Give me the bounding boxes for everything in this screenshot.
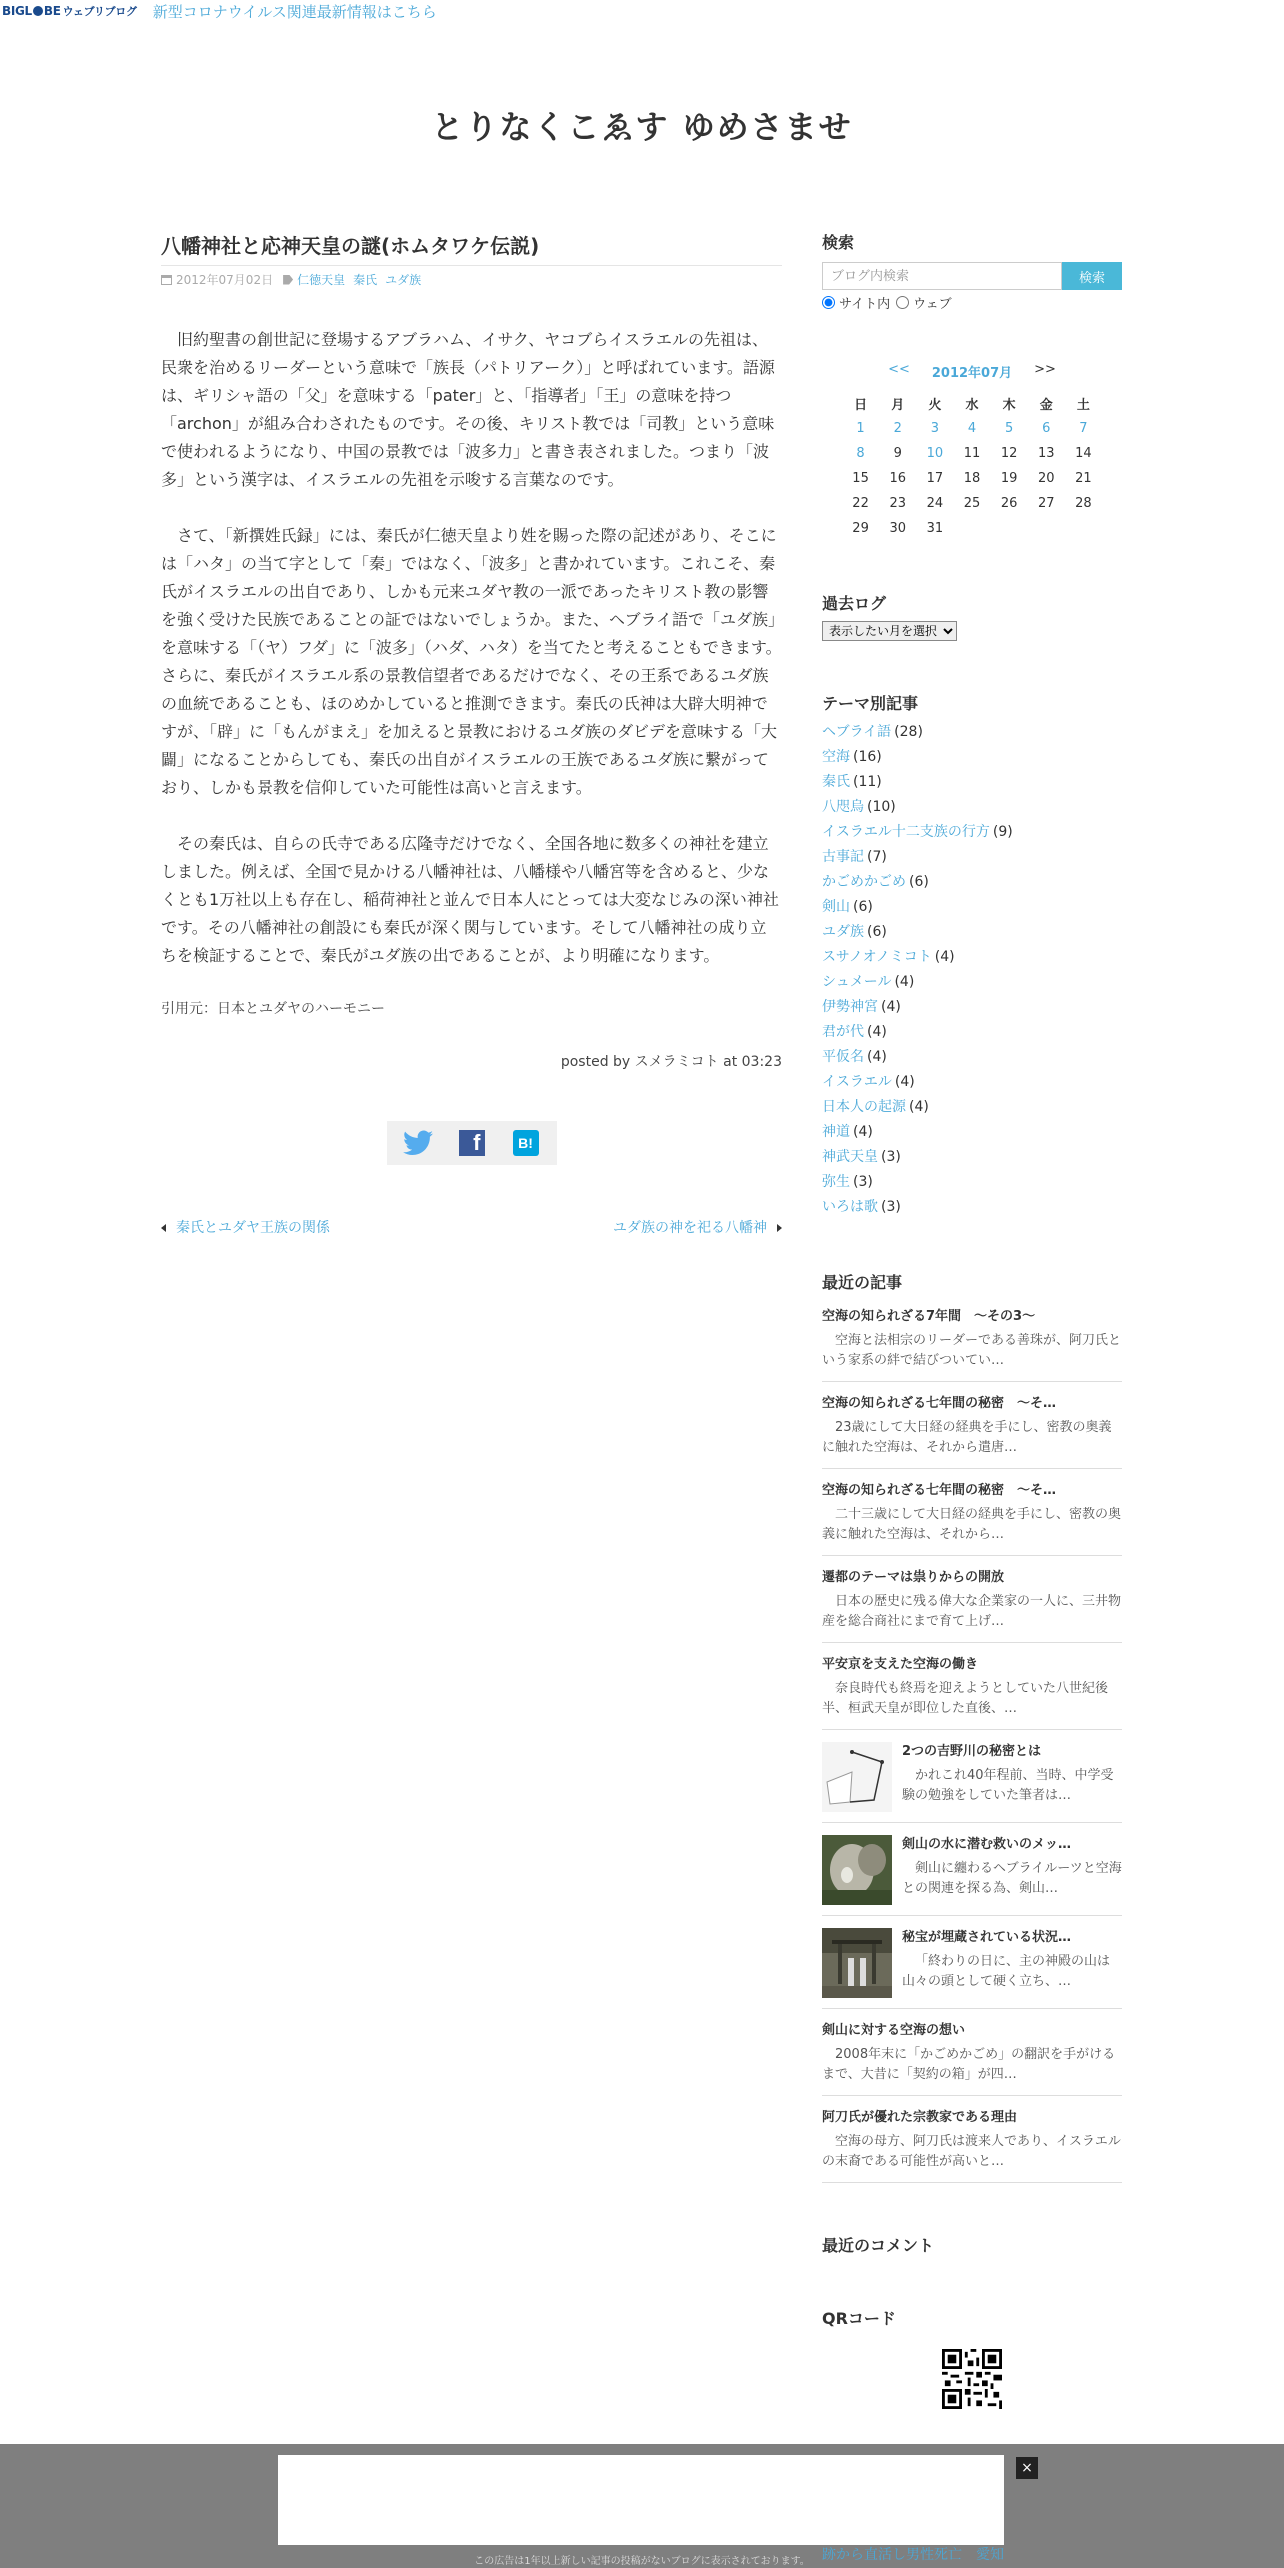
theme-item: [822, 1045, 1122, 1070]
post-pager: [161, 1217, 782, 1237]
recent-article-title[interactable]: 平安京を支えた空海の働き: [822, 1657, 979, 1672]
calendar-day[interactable]: 8: [856, 446, 865, 461]
theme-list: [822, 720, 1122, 1220]
search-input[interactable]: [822, 262, 1062, 290]
posted-time: at 03:23: [723, 1054, 782, 1070]
calendar-weekday: 月: [891, 398, 905, 413]
recent-article-title[interactable]: 空海の知られざる7年間 ～その3～: [822, 1309, 1036, 1324]
recent-article-title[interactable]: 2つの吉野川の秘密とは: [902, 1744, 1042, 1759]
calendar-day: [1028, 516, 1065, 541]
theme-count: (4): [909, 1099, 929, 1115]
calendar-day[interactable]: 1: [856, 421, 865, 436]
arrow-left-icon: [161, 1224, 166, 1232]
calendar: [822, 362, 1122, 541]
rock-thumbnail-icon[interactable]: [822, 1835, 892, 1905]
recent-article-excerpt: 空海と法相宗のリーダーである善珠が、阿刀氏という家系の絆で結びついてい…: [822, 1333, 1122, 1368]
calendar-weekday: 水: [965, 398, 979, 413]
theme-item: [822, 945, 1122, 970]
calendar-weekday: 日: [854, 398, 868, 413]
theme-link[interactable]: いろは歌: [822, 1199, 878, 1215]
recent-list: [822, 1307, 1122, 2183]
recent-article-excerpt: 空海の母方、阿刀氏は渡来人であり、イスラエルの末裔である可能性が高いと…: [822, 2134, 1121, 2169]
theme-count: (4): [867, 1024, 887, 1040]
theme-item: [822, 795, 1122, 820]
archive-select[interactable]: [822, 621, 957, 641]
recent-article[interactable]: [822, 1823, 1122, 1916]
calendar-next-link[interactable]: >>: [1034, 362, 1056, 377]
theme-link[interactable]: イスラエル: [822, 1074, 892, 1090]
recent-article[interactable]: [822, 2096, 1122, 2183]
recent-article[interactable]: [822, 1643, 1122, 1730]
biglobe-logo[interactable]: BIGL BE ウェブリブログ: [2, 4, 137, 18]
post-paragraph: さて、「新撰姓氏録」には、秦氏が仁徳天皇より姓を賜った際の記述があり、そこには「ハタ」の当て字として「秦」ではなく、「波多」と書かれています。これこそ、秦氏がイスラエルの出自であり、しかも元来ユダヤ教の一派であったキリスト教の影響を強く受けた民族であることの証ではないでしょうか。また、ヘブライ語で「ユダ族」を意味する「（ヤ）フダ」に「波多」（ハダ、ハタ）を当てたと考えることもできます。さらに、秦氏がイスラエル系の景教信望者であるだけでなく、その王系であるユダ族の血統であることも、ほのめかしていると推測できます。秦氏の氏神は大辟大明神ですが、「辟」に「もんがまえ」を加えると景教におけるユダ族のダビデを意味する「大闢」になることからしても、秦氏の出自がイスラエルの王族であるユダ族に繋がっており、しかも景教を信仰していた可能性は高いと言えます。: [161, 526, 782, 797]
blog-title[interactable]: とりなくこゑす ゆめさませ: [431, 108, 853, 146]
theme-count: (4): [867, 1049, 887, 1065]
author-name: スメラミコト: [634, 1054, 719, 1070]
calendar-day: 12: [1000, 446, 1018, 461]
ad-note: この広告は1年以上新しい記事の投稿がないブログに表示されております。: [474, 2556, 810, 2567]
post-paragraph: その秦氏は、自らの氏寺である広隆寺だけでなく、全国各地に数多くの神社を建立しました。例えば、全国で見かける八幡神社は、八幡様や八幡宮等を含めると、少なくとも1万社以上も存在し、稲荷神社と並んで日本人にとっては大変なじみの深い神社です。その八幡神社の創設にも秦氏が深く関与しています。そして八幡神社の成り立ちを検証することで、秦氏がユダ族の出であることが、より明確になります。: [161, 834, 779, 965]
calendar-day: 20: [1038, 471, 1055, 486]
recent-heading: 最近の記事: [822, 1273, 903, 1292]
theme-count: (3): [853, 1174, 873, 1190]
theme-count: (4): [934, 949, 955, 965]
share-buttons: [161, 1121, 782, 1165]
calendar-day: 26: [1000, 496, 1018, 511]
theme-item: [822, 1120, 1122, 1145]
recent-article[interactable]: [822, 1916, 1122, 2009]
theme-item: [822, 1070, 1122, 1095]
tag-link[interactable]: 秦氏: [353, 273, 378, 287]
recent-article-excerpt: 奈良時代も終焉を迎えようとしていた八世紀後半、桓武天皇が即位した直後、…: [822, 1681, 1109, 1716]
calendar-day: [953, 516, 990, 541]
search-button[interactable]: 検索: [1062, 262, 1122, 290]
facebook-share-button[interactable]: [447, 1125, 497, 1161]
sidebar: [822, 230, 1122, 2482]
recent-article-excerpt: かれこれ40年程前、当時、中学受験の勉強をしていた筆者は…: [902, 1768, 1114, 1803]
theme-item: [822, 970, 1122, 995]
recent-section: [822, 1270, 1122, 2183]
post-body: [161, 326, 782, 970]
theme-link[interactable]: かごめかごめ: [822, 874, 906, 890]
next-post-link[interactable]: ユダ族の神を祀る八幡神: [613, 1217, 782, 1237]
recent-article-excerpt: 「終わりの日に、主の神殿の山は山々の頭として硬く立ち、…: [902, 1954, 1111, 1989]
theme-count: (4): [881, 999, 901, 1015]
theme-link[interactable]: シュメール: [822, 974, 892, 990]
facebook-icon: f: [459, 1130, 485, 1156]
recent-article-excerpt: 剣山に纏わるヘブライルーツと空海との関連を探る為、剣山…: [902, 1861, 1122, 1896]
theme-item: [822, 820, 1122, 845]
theme-section: [822, 691, 1122, 1220]
theme-count: (3): [881, 1149, 901, 1165]
theme-link[interactable]: スサノオノミコト: [822, 949, 932, 965]
post-date: 2012年07月02日: [176, 273, 274, 287]
theme-item: [822, 745, 1122, 770]
hatena-icon: B!: [513, 1130, 539, 1156]
post-meta: [161, 271, 782, 288]
hatena-bookmark-button[interactable]: [501, 1125, 551, 1161]
citation: 引用元：日本とユダヤのハーモニー: [161, 1001, 385, 1017]
theme-link[interactable]: 君が代: [822, 1024, 864, 1040]
ad-overlay: [0, 2444, 1284, 2568]
theme-link[interactable]: 平仮名: [822, 1049, 864, 1065]
calendar-day[interactable]: 7: [1079, 421, 1088, 436]
theme-link[interactable]: 空海: [822, 749, 850, 765]
calendar-day: 16: [889, 471, 906, 486]
theme-link[interactable]: 伊勢神宮: [822, 999, 878, 1015]
theme-count: (4): [894, 1074, 915, 1090]
theme-heading: テーマ別記事: [822, 694, 919, 713]
comments-heading: 最近のコメント: [822, 2236, 935, 2255]
ad-banner[interactable]: [278, 2455, 1004, 2545]
theme-link[interactable]: ユダ族: [822, 924, 864, 940]
post-tags: [297, 271, 429, 288]
calendar-weekday: 金: [1039, 398, 1053, 413]
search-scope: サイト内 ウェブ: [822, 293, 1122, 312]
search-scope-site-radio[interactable]: [822, 296, 835, 309]
theme-count: (6): [853, 899, 873, 915]
theme-count: (6): [867, 924, 887, 940]
theme-count: (28): [894, 724, 923, 740]
recent-article-excerpt: 2008年末に「かごめかごめ」の翻訳を手がけるまで、大昔に「契約の箱」が四…: [822, 2047, 1116, 2082]
tag-link[interactable]: 仁徳天皇: [297, 273, 346, 287]
theme-item: [822, 720, 1122, 745]
theme-count: (16): [853, 749, 882, 765]
theme-count: (11): [853, 774, 882, 790]
recent-article-title[interactable]: 空海の知られざる七年間の秘密 ～そ…: [822, 1396, 1057, 1411]
calendar-day[interactable]: 6: [1042, 421, 1051, 436]
theme-item: [822, 770, 1122, 795]
theme-item: [822, 845, 1122, 870]
calendar-day: 27: [1038, 496, 1055, 511]
qr-section: [822, 2306, 1122, 2413]
calendar-day: 29: [852, 521, 869, 536]
calendar-day: 21: [1075, 471, 1092, 486]
theme-link[interactable]: 日本人の起源: [822, 1099, 906, 1115]
recent-article-title[interactable]: 秘宝が埋蔵されている状況…: [902, 1930, 1072, 1945]
calendar-day[interactable]: 4: [967, 421, 977, 436]
post-title: 八幡神社と応神天皇の謎(ホムタワケ伝説): [161, 230, 782, 266]
post-paragraph: 旧約聖書の創世記に登場するアブラハム、イサク、ヤコブらイスラエルの先祖は、民衆を治めるリーダーという意味で「族長（パトリアーク）」と呼ばれています。語源は、ギリシャ語の「父」を意味する「pater」と、「指導者」「王」の意味を持つ「archon」が組み合わされたものです。その後、キリスト教では「司教」という意味で使われるようになり、中国の景教では「波多力」と書き表されました。つまり「波多」という漢字は、イスラエルの先祖を示唆する言葉なのです。: [161, 330, 775, 489]
theme-count: (4): [853, 1124, 873, 1140]
calendar-prev-link[interactable]: <<: [888, 362, 910, 377]
recent-article[interactable]: [822, 1556, 1122, 1643]
recent-article[interactable]: [822, 1382, 1122, 1469]
calendar-day[interactable]: 10: [926, 446, 944, 461]
theme-item: [822, 920, 1122, 945]
calendar-weekday: 木: [1002, 398, 1016, 413]
theme-item: [822, 1145, 1122, 1170]
recent-article-excerpt: 23歳にして大日経の経典を手にし、密教の奥義に触れた空海は、それから遣唐…: [822, 1420, 1112, 1455]
archive-heading: 過去ログ: [822, 594, 887, 613]
recent-article-title[interactable]: 剣山の水に潜む救いのメッ…: [902, 1837, 1072, 1852]
arrow-right-icon: [777, 1224, 782, 1232]
theme-item: [822, 995, 1122, 1020]
twitter-icon: [403, 1130, 433, 1156]
map-thumbnail-icon[interactable]: [822, 1742, 892, 1812]
theme-link[interactable]: 神武天皇: [822, 1149, 878, 1165]
calendar-day: 24: [926, 496, 944, 511]
main-column: [161, 230, 782, 1237]
search-form: [822, 262, 1122, 290]
calendar-table: [842, 391, 1102, 541]
theme-item: [822, 870, 1122, 895]
theme-link[interactable]: 神道: [822, 1124, 850, 1140]
calendar-icon: [161, 275, 172, 285]
qr-heading: QRコード: [822, 2309, 896, 2328]
recent-article[interactable]: [822, 2009, 1122, 2096]
theme-count: (7): [867, 849, 887, 865]
top-bar: [0, 0, 1284, 22]
calendar-day: 30: [889, 521, 906, 536]
theme-link[interactable]: 秦氏: [822, 774, 850, 790]
calendar-day: 13: [1038, 446, 1055, 461]
tag-icon: [283, 275, 293, 285]
shrine-thumbnail-icon[interactable]: [822, 1928, 892, 1998]
theme-count: (10): [867, 799, 896, 815]
theme-item: [822, 1195, 1122, 1220]
recent-article-title[interactable]: 阿刀氏が優れた宗教家である理由: [822, 2110, 1018, 2125]
recent-article[interactable]: [822, 1469, 1122, 1556]
theme-count: (4): [894, 974, 915, 990]
recent-article-excerpt: 二十三歳にして大日経の経典を手にし、密教の奥義に触れた空海は、それから…: [822, 1507, 1122, 1542]
theme-count: (6): [909, 874, 929, 890]
qr-code-icon: [942, 2349, 1002, 2409]
calendar-day: 14: [1075, 446, 1092, 461]
ad-close-button[interactable]: ×: [1016, 2457, 1038, 2479]
recent-article-title[interactable]: 空海の知られざる七年間の秘密 ～そ…: [822, 1483, 1057, 1498]
calendar-day: 9: [893, 446, 902, 461]
calendar-day: 25: [963, 496, 981, 511]
calendar-weekday: 土: [1076, 398, 1090, 413]
recent-article-title[interactable]: 遷都のテーマは祟りからの開放: [822, 1570, 1005, 1585]
calendar-day[interactable]: 5: [1004, 421, 1014, 436]
calendar-month-link[interactable]: 2012年07月: [931, 366, 1013, 381]
calendar-day: 15: [852, 471, 869, 486]
calendar-day: 28: [1075, 496, 1092, 511]
theme-item: [822, 1095, 1122, 1120]
recent-article-title[interactable]: 剣山に対する空海の想い: [822, 2023, 966, 2038]
theme-link[interactable]: 弥生: [822, 1174, 850, 1190]
theme-count: (3): [881, 1199, 901, 1215]
calendar-day: [1065, 516, 1102, 541]
theme-link[interactable]: 八咫烏: [822, 799, 864, 815]
search-heading: 検索: [822, 233, 855, 252]
globe-icon: [33, 6, 43, 16]
theme-item: [822, 1170, 1122, 1195]
theme-link[interactable]: ヘブライ語: [822, 724, 892, 740]
underlay-link: 跡から直活し男性死亡 愛知: [822, 2547, 1004, 2563]
recent-article-excerpt: 日本の歴史に残る偉大な企業家の一人に、三井物産を総合商社にまで育て上げ…: [822, 1594, 1122, 1629]
prev-post-link[interactable]: 秦氏とユダヤ王族の関係: [161, 1217, 330, 1237]
calendar-day: 17: [926, 471, 944, 486]
theme-item: [822, 1020, 1122, 1045]
covid-info-link[interactable]: 新型コロナウイルス関連最新情報はこちら: [152, 2, 437, 21]
calendar-day[interactable]: 2: [893, 421, 902, 436]
calendar-day: 23: [889, 496, 906, 511]
comments-section: [822, 2233, 1122, 2256]
calendar-day: 31: [926, 521, 944, 536]
search-scope-web-radio[interactable]: [896, 296, 909, 309]
theme-item: [822, 895, 1122, 920]
calendar-day[interactable]: 3: [930, 421, 939, 436]
theme-link[interactable]: 古事記: [822, 849, 864, 865]
recent-article[interactable]: [822, 1307, 1122, 1382]
calendar-day: 22: [852, 496, 869, 511]
theme-link[interactable]: 剣山: [822, 899, 850, 915]
tag-link[interactable]: ユダ族: [385, 273, 422, 287]
posted-by: posted by スメラミコト at 03:23: [560, 1054, 782, 1070]
calendar-day: 18: [963, 471, 981, 486]
calendar-day: [991, 516, 1028, 541]
calendar-day: 11: [963, 446, 981, 461]
archive-section: [822, 591, 1122, 641]
calendar-weekday: 火: [928, 398, 942, 413]
theme-link[interactable]: イスラエル十二支族の行方: [822, 824, 990, 840]
recent-article[interactable]: [822, 1730, 1122, 1823]
twitter-share-button[interactable]: [393, 1125, 443, 1161]
theme-count: (9): [992, 824, 1013, 840]
calendar-day: 19: [1000, 471, 1018, 486]
